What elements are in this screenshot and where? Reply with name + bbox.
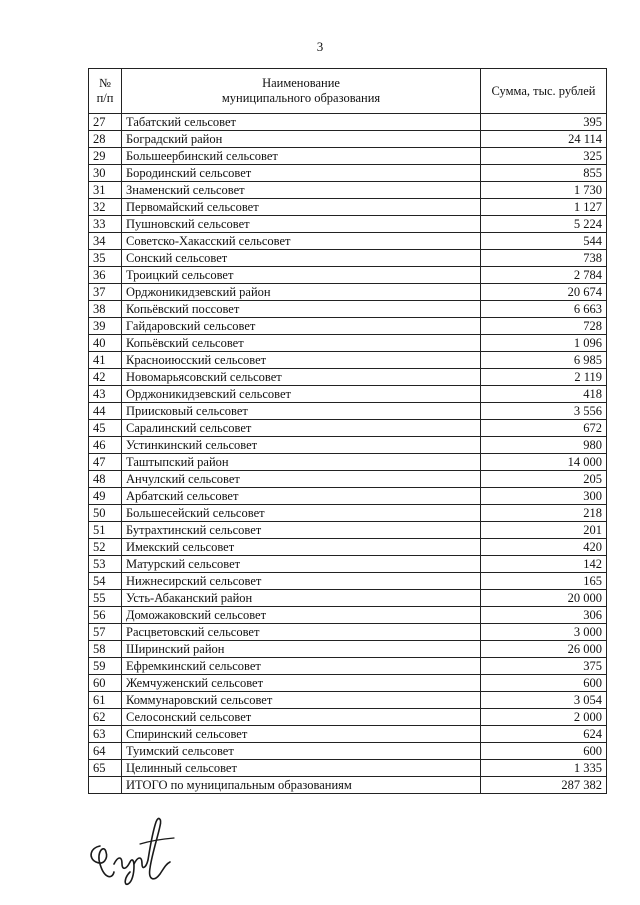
table-row <box>89 624 607 641</box>
table-row <box>89 284 607 301</box>
row-number: 56 <box>89 607 122 624</box>
amount-value: 3 556 <box>481 403 607 420</box>
amount-value: 142 <box>481 556 607 573</box>
total-label: ИТОГО по муниципальным образованиям <box>122 777 481 794</box>
amount-value: 24 114 <box>481 131 607 148</box>
municipality-name: Спиринский сельсовет <box>122 726 481 743</box>
table-row <box>89 641 607 658</box>
amount-value: 306 <box>481 607 607 624</box>
amount-value: 600 <box>481 675 607 692</box>
amount-value: 205 <box>481 471 607 488</box>
row-number: 37 <box>89 284 122 301</box>
table-header-row <box>89 69 607 114</box>
table-row <box>89 165 607 182</box>
amount-value: 6 663 <box>481 301 607 318</box>
table-row <box>89 182 607 199</box>
amount-value: 20 000 <box>481 590 607 607</box>
table-row <box>89 233 607 250</box>
row-number: 45 <box>89 420 122 437</box>
row-number: 49 <box>89 488 122 505</box>
header-number-line1: № <box>99 76 111 90</box>
table-row <box>89 369 607 386</box>
table-row <box>89 352 607 369</box>
municipality-name: Целинный сельсовет <box>122 760 481 777</box>
row-number: 59 <box>89 658 122 675</box>
table-row <box>89 726 607 743</box>
row-number: 62 <box>89 709 122 726</box>
header-name <box>122 69 481 114</box>
table-row <box>89 573 607 590</box>
municipality-name: Орджоникидзевский сельсовет <box>122 386 481 403</box>
amount-value: 1 096 <box>481 335 607 352</box>
table-row <box>89 250 607 267</box>
municipality-name: Большесейский сельсовет <box>122 505 481 522</box>
amount-value: 165 <box>481 573 607 590</box>
amount-value: 1 335 <box>481 760 607 777</box>
header-name-line1: Наименование <box>262 76 340 90</box>
municipality-name: Расцветовский сельсовет <box>122 624 481 641</box>
row-number: 30 <box>89 165 122 182</box>
municipality-name: Таштыпский район <box>122 454 481 471</box>
row-number: 48 <box>89 471 122 488</box>
table-row <box>89 114 607 131</box>
row-number: 28 <box>89 131 122 148</box>
table-row <box>89 522 607 539</box>
amount-value: 418 <box>481 386 607 403</box>
row-number: 50 <box>89 505 122 522</box>
municipality-name: Ширинский район <box>122 641 481 658</box>
amount-value: 395 <box>481 114 607 131</box>
amount-value: 672 <box>481 420 607 437</box>
row-number: 58 <box>89 641 122 658</box>
row-number: 38 <box>89 301 122 318</box>
table-row <box>89 301 607 318</box>
municipality-name: Нижнесирский сельсовет <box>122 573 481 590</box>
amount-value: 738 <box>481 250 607 267</box>
row-number: 44 <box>89 403 122 420</box>
amount-value: 20 674 <box>481 284 607 301</box>
row-number: 52 <box>89 539 122 556</box>
table-row <box>89 658 607 675</box>
amount-value: 26 000 <box>481 641 607 658</box>
row-number: 35 <box>89 250 122 267</box>
municipality-name: Приисковый сельсовет <box>122 403 481 420</box>
municipality-name: Арбатский сельсовет <box>122 488 481 505</box>
municipality-name: Матурский сельсовет <box>122 556 481 573</box>
table-row <box>89 488 607 505</box>
table-row <box>89 131 607 148</box>
header-number <box>89 69 122 114</box>
amount-value: 980 <box>481 437 607 454</box>
amount-value: 1 730 <box>481 182 607 199</box>
header-name-line2: муниципального образования <box>221 91 381 105</box>
row-number: 65 <box>89 760 122 777</box>
municipality-name: Коммунаровский сельсовет <box>122 692 481 709</box>
row-number: 33 <box>89 216 122 233</box>
table-row <box>89 454 607 471</box>
municipality-name: Новомарьясовский сельсовет <box>122 369 481 386</box>
table-row <box>89 743 607 760</box>
table-row <box>89 216 607 233</box>
amount-value: 3 054 <box>481 692 607 709</box>
table-row <box>89 267 607 284</box>
row-number: 39 <box>89 318 122 335</box>
row-number: 31 <box>89 182 122 199</box>
total-amount: 287 382 <box>481 777 607 794</box>
amount-value: 300 <box>481 488 607 505</box>
municipality-name: Красноиюсский сельсовет <box>122 352 481 369</box>
amount-value: 600 <box>481 743 607 760</box>
table-row <box>89 318 607 335</box>
row-number: 32 <box>89 199 122 216</box>
row-number: 64 <box>89 743 122 760</box>
amount-value: 855 <box>481 165 607 182</box>
municipality-name: Ефремкинский сельсовет <box>122 658 481 675</box>
municipality-name: Первомайский сельсовет <box>122 199 481 216</box>
table-row <box>89 199 607 216</box>
row-number: 54 <box>89 573 122 590</box>
municipality-name: Троицкий сельсовет <box>122 267 481 284</box>
row-number: 63 <box>89 726 122 743</box>
amount-value: 624 <box>481 726 607 743</box>
municipal-funds-table <box>88 68 607 794</box>
header-sum: Сумма, тыс. рублей <box>481 69 607 114</box>
table-row <box>89 386 607 403</box>
table-row <box>89 607 607 624</box>
municipality-name: Копьёвский поссовет <box>122 301 481 318</box>
table-row <box>89 148 607 165</box>
table-row <box>89 471 607 488</box>
municipality-name: Копьёвский сельсовет <box>122 335 481 352</box>
municipality-name: Гайдаровский сельсовет <box>122 318 481 335</box>
amount-value: 14 000 <box>481 454 607 471</box>
table-row <box>89 539 607 556</box>
row-number: 47 <box>89 454 122 471</box>
municipality-name: Боградский район <box>122 131 481 148</box>
row-number: 40 <box>89 335 122 352</box>
header-number-line2: п/п <box>96 91 114 105</box>
municipality-name: Саралинский сельсовет <box>122 420 481 437</box>
row-number: 36 <box>89 267 122 284</box>
municipality-name: Усть-Абаканский район <box>122 590 481 607</box>
row-number: 34 <box>89 233 122 250</box>
table-row <box>89 590 607 607</box>
amount-value: 218 <box>481 505 607 522</box>
row-number: 29 <box>89 148 122 165</box>
row-number: 51 <box>89 522 122 539</box>
municipality-name: Доможаковский сельсовет <box>122 607 481 624</box>
signature <box>78 808 198 888</box>
table-row <box>89 692 607 709</box>
row-number: 57 <box>89 624 122 641</box>
municipality-name: Имекский сельсовет <box>122 539 481 556</box>
municipality-name: Знаменский сельсовет <box>122 182 481 199</box>
row-number: 27 <box>89 114 122 131</box>
amount-value: 728 <box>481 318 607 335</box>
table-row <box>89 760 607 777</box>
total-number <box>89 777 122 794</box>
municipality-name: Жемчуженский сельсовет <box>122 675 481 692</box>
table-row <box>89 505 607 522</box>
page-number: 3 <box>316 39 324 54</box>
municipality-name: Советско-Хакасский сельсовет <box>122 233 481 250</box>
row-number: 53 <box>89 556 122 573</box>
amount-value: 375 <box>481 658 607 675</box>
municipality-name: Анчулский сельсовет <box>122 471 481 488</box>
row-number: 42 <box>89 369 122 386</box>
municipality-name: Бутрахтинский сельсовет <box>122 522 481 539</box>
municipality-name: Селосонский сельсовет <box>122 709 481 726</box>
amount-value: 420 <box>481 539 607 556</box>
row-number: 41 <box>89 352 122 369</box>
municipality-name: Пушновский сельсовет <box>122 216 481 233</box>
amount-value: 3 000 <box>481 624 607 641</box>
amount-value: 2 784 <box>481 267 607 284</box>
table-row <box>89 437 607 454</box>
municipality-name: Туимский сельсовет <box>122 743 481 760</box>
municipality-name: Табатский сельсовет <box>122 114 481 131</box>
municipality-name: Сонский сельсовет <box>122 250 481 267</box>
table-row <box>89 675 607 692</box>
table-row <box>89 420 607 437</box>
municipality-name: Бородинский сельсовет <box>122 165 481 182</box>
amount-value: 2 119 <box>481 369 607 386</box>
row-number: 55 <box>89 590 122 607</box>
row-number: 60 <box>89 675 122 692</box>
amount-value: 6 985 <box>481 352 607 369</box>
amount-value: 201 <box>481 522 607 539</box>
table-body <box>89 114 607 794</box>
table-row <box>89 556 607 573</box>
table-row <box>89 403 607 420</box>
municipality-name: Большеербинский сельсовет <box>122 148 481 165</box>
total-row <box>89 777 607 794</box>
municipality-name: Орджоникидзевский район <box>122 284 481 301</box>
row-number: 46 <box>89 437 122 454</box>
table-row <box>89 709 607 726</box>
amount-value: 2 000 <box>481 709 607 726</box>
row-number: 43 <box>89 386 122 403</box>
row-number: 61 <box>89 692 122 709</box>
amount-value: 544 <box>481 233 607 250</box>
amount-value: 1 127 <box>481 199 607 216</box>
table-row <box>89 335 607 352</box>
municipality-name: Устинкинский сельсовет <box>122 437 481 454</box>
amount-value: 325 <box>481 148 607 165</box>
amount-value: 5 224 <box>481 216 607 233</box>
